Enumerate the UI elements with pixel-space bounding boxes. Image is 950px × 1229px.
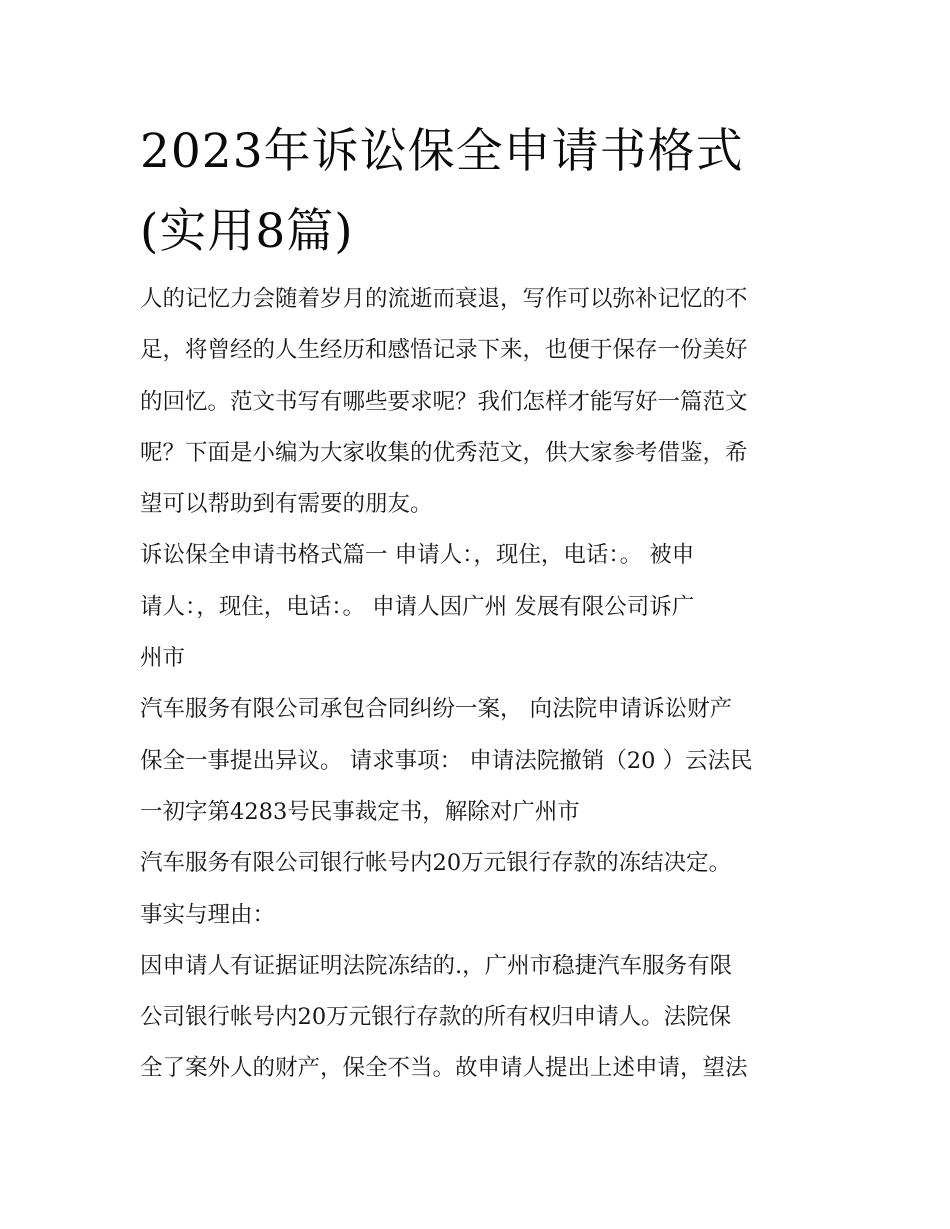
body-line: 事实与理由： <box>140 901 276 928</box>
body-line: 呢？下面是小编为大家收集的优秀范文，供大家参考借鉴，希 <box>140 439 748 466</box>
body-line: 州市 <box>140 645 186 672</box>
body-line: 诉讼保全申请书格式篇一 申请人：，现住，电话：。 被申 <box>140 542 695 569</box>
body-line: 人的记忆力会随着岁月的流逝而衰退，写作可以弥补记忆的不 <box>140 286 748 312</box>
document-title <box>140 112 820 272</box>
document-body <box>140 274 820 1095</box>
body-line: 汽车服务有限公司银行帐号内20万元银行存款的冻结决定。 <box>140 850 732 877</box>
body-line: 望可以帮助到有需要的朋友。 <box>140 491 433 518</box>
body-line: 保全一事提出异议。 请求事项： 申请法院撤销（20 ）云法民 <box>140 747 753 774</box>
body-line: 公司银行帐号内20万元银行存款的所有权归申请人。法院保 <box>140 1004 732 1031</box>
body-line: 汽车服务有限公司承包合同纠纷一案， 向法院申请诉讼财产 <box>140 696 733 723</box>
body-line: 全了案外人的财产，保全不当。故申请人提出上述申请，望法 <box>140 1055 748 1082</box>
body-line: 的回忆。范文书写有哪些要求呢？我们怎样才能写好一篇范文 <box>140 388 748 415</box>
body-line: 足，将曾经的人生经历和感悟记录下来，也便于保存一份美好 <box>140 337 748 364</box>
body-line: 一初字第4283号民事裁定书，解除对广州市 <box>140 798 580 825</box>
title-line-1: 2023年诉讼保全申请书格式 <box>140 124 744 179</box>
body-line: 请人：，现住，电话：。 申请人因广州 发展有限公司诉广 <box>140 593 695 620</box>
body-line: 因申请人有证据证明法院冻结的.，广州市稳捷汽车服务有限 <box>140 952 733 979</box>
title-line-2: (实用8篇) <box>140 204 354 259</box>
